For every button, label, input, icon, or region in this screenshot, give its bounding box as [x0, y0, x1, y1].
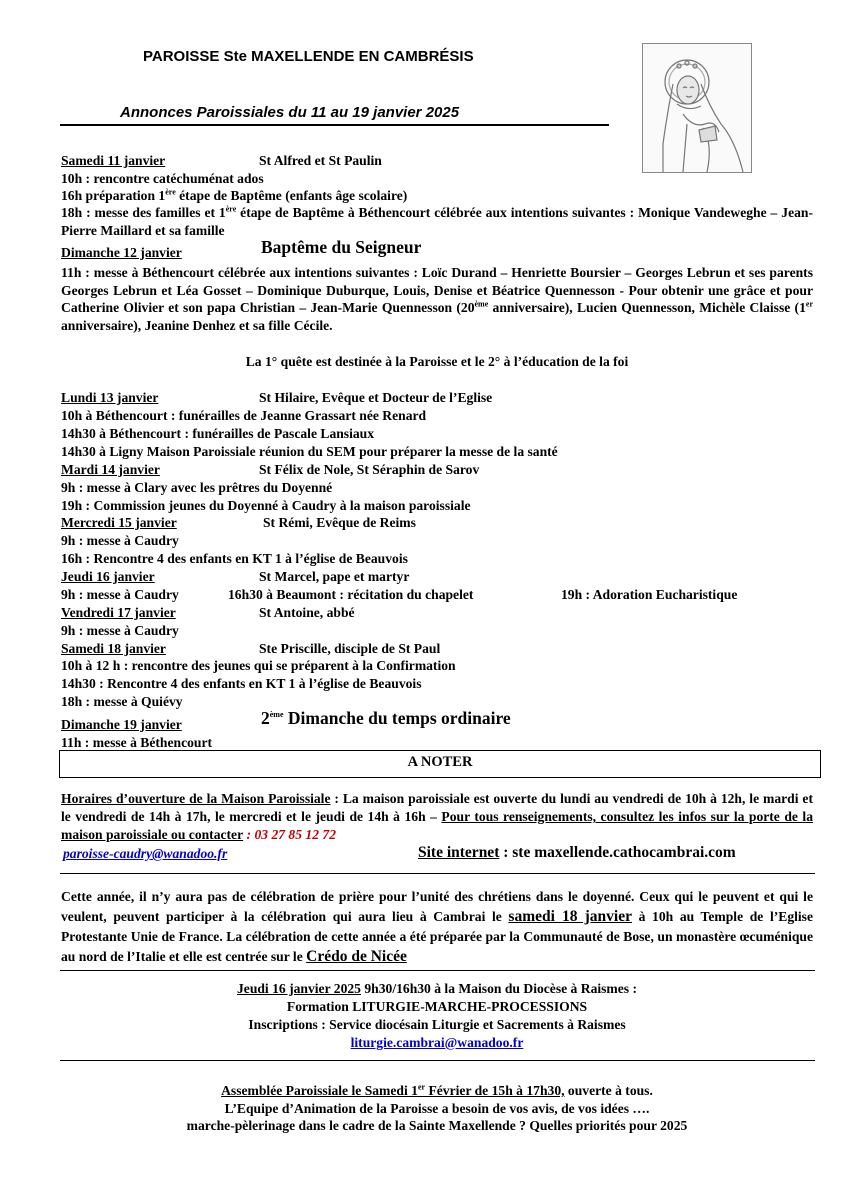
email-link[interactable]: paroisse-caudry@wanadoo.fr: [63, 846, 228, 861]
parish-title: PAROISSE Ste MAXELLENDE EN CAMBRÉSIS: [143, 48, 474, 65]
event-line: 10h à 12 h : rencontre des jeunes qui se préparent à la Confirmation: [61, 658, 456, 673]
day-date: Samedi 11 janvier: [61, 153, 166, 168]
intentions-paragraph: 11h : messe à Béthencourt célébrée aux intentions suivantes : Loïc Durand – Henriette Boursier – Georges Lebrun et ses parents Georges Lebrun et Léa Gosset – Dominique Duburque, Louis, Denise et Béatrice Quennesson - Pour obtenir une grâce et pour Catherine Olivier et son papa Christian – Jean-Marie Quennesson (20ème anniversaire), Lucien Quennesson, Michèle Claisse (1er anniversaire), Jeanine Denhez et sa fille Cécile.: [61, 265, 813, 333]
event-line: 10h : rencontre catéchuménat ados: [61, 171, 264, 186]
event-line: 18h : messe à Quiévy: [61, 694, 183, 709]
day-tuesday-14: [61, 461, 480, 478]
event-line: 14h30 à Béthencourt : funérailles de Pascale Lansiaux: [61, 426, 375, 441]
day-saturday-18: [61, 640, 441, 657]
contact-line: [63, 844, 736, 862]
day-feast: Baptême du Seigneur: [261, 237, 422, 257]
announcements-title: Annonces Paroissiales du 11 au 19 janvier 2025: [120, 104, 460, 121]
formation-email[interactable]: liturgie.cambrai@wanadoo.fr: [350, 1035, 524, 1050]
day-date: Dimanche 19 janvier: [61, 717, 182, 732]
day-date: Samedi 18 janvier: [61, 641, 166, 656]
header-rule: [60, 124, 609, 126]
hours-paragraph: Horaires d’ouverture de la Maison Paroissiale : La maison paroissiale est ouverte du lundi au vendredi de 10h à 12h, le mardi et le vendredi de 14h à 17h, le mercredi et le jeudi de 14h à 16h – Pour tous renseignements, consultez les infos sur la porte de la maison paroissiale ou contacter : 03 27 85 12 72: [61, 791, 813, 842]
event-line: 9h : messe à Caudry 16h30 à Beaumont : récitation du chapelet 19h : Adoration Eucharistique: [61, 587, 738, 602]
day-thursday-16: [61, 568, 410, 585]
event-line: 16h : Rencontre 4 des enfants en KT 1 à l’église de Beauvois: [61, 551, 408, 566]
noter-title: A NOTER: [407, 754, 473, 770]
day-wednesday-15: [61, 514, 416, 531]
event-paragraph: 18h : messe des familles et 1ère étape de Baptême à Béthencourt célébrée aux intentions suivantes : Monique Vandeweghe – Jean-Pierre Maillard et sa famille: [61, 204, 813, 238]
event-line: 14h30 : Rencontre 4 des enfants en KT 1 à l’église de Beauvois: [61, 676, 422, 691]
event-line: 16h préparation 1ère étape de Baptême (enfants âge scolaire): [61, 187, 408, 203]
formation-line-1: Jeudi 16 janvier 2025 9h30/16h30 à la Maison du Diocèse à Raismes :: [236, 981, 638, 996]
day-date: Dimanche 12 janvier: [61, 245, 182, 260]
day-date: Vendredi 17 janvier: [61, 605, 176, 620]
divider: [60, 1060, 815, 1061]
event-line: 10h à Béthencourt : funérailles de Jeanne Grassart née Renard: [61, 408, 427, 423]
event-line: 14h30 à Ligny Maison Paroissiale réunion du SEM pour préparer la messe de la santé: [61, 444, 558, 459]
unity-paragraph: Cette année, il n’y aura pas de célébration de prière pour l’unité des chrétiens dans le doyenné. Ceux qui le peuvent et qui le veulent, peuvent participer à la célébration qui aura lieu à Cambrai le samedi 18 janvier à 10h au Temple de l’Eglise Protestante Unie de France. La célébration de cette année a été préparée par la Communauté de Bose, un monastère œcuménique au nord de l’Italie et elle est centrée sur le Crédo de Nicée: [61, 889, 813, 965]
assembly-line-3: marche-pèlerinage dans le cadre de la Sainte Maxellende ? Quelles priorités pour 2025: [186, 1118, 688, 1133]
day-sunday-19: [61, 708, 511, 733]
website: Site internet : ste maxellende.cathocambrai.com: [418, 844, 736, 861]
day-date: Lundi 13 janvier: [61, 390, 159, 405]
formation-line-2: Formation LITURGIE-MARCHE-PROCESSIONS: [286, 999, 588, 1014]
day-monday-13: [61, 389, 493, 406]
day-saturday-11: [61, 152, 382, 169]
day-feast: 2ème Dimanche du temps ordinaire: [261, 708, 511, 728]
day-saint: St Antoine, abbé: [259, 605, 355, 620]
event-line: 9h : messe à Caudry: [61, 623, 179, 638]
day-date: Mercredi 15 janvier: [61, 515, 177, 530]
phone-number: : 03 27 85 12 72: [243, 827, 337, 842]
divider: [60, 873, 815, 874]
day-saint: Ste Priscille, disciple de St Paul: [259, 641, 441, 656]
day-date: Jeudi 16 janvier: [61, 569, 155, 584]
event-line: 9h : messe à Clary avec les prêtres du Doyenné: [61, 480, 333, 495]
saint-image: [642, 43, 752, 173]
saint-maxellende-portrait-icon: [643, 44, 751, 172]
day-saint: St Félix de Nole, St Séraphin de Sarov: [259, 462, 480, 477]
assembly-line-1: Assemblée Paroissiale le Samedi 1er Février de 15h à 17h30, ouverte à tous.: [221, 1082, 653, 1098]
collection-note: La 1° quête est destinée à la Paroisse et le 2° à l’éducation de la foi: [245, 354, 629, 369]
day-sunday-12: [61, 237, 422, 261]
event-line: 11h : messe à Béthencourt: [61, 735, 213, 750]
day-date: Mardi 14 janvier: [61, 462, 160, 477]
noter-box: [59, 750, 821, 778]
day-saint: St Alfred et St Paulin: [259, 153, 382, 168]
day-saint: St Hilaire, Evêque et Docteur de l’Eglise: [259, 390, 493, 405]
formation-line-3: Inscriptions : Service diocésain Liturgie et Sacrements à Raismes: [248, 1017, 626, 1032]
day-saint: St Marcel, pape et martyr: [259, 569, 410, 584]
day-friday-17: [61, 604, 355, 621]
day-saint: St Rémi, Evêque de Reims: [263, 515, 416, 530]
event-line: 19h : Commission jeunes du Doyenné à Caudry à la maison paroissiale: [61, 498, 471, 513]
divider: [60, 970, 815, 971]
event-line: 9h : messe à Caudry: [61, 533, 179, 548]
assembly-line-2: L’Equipe d’Animation de la Paroisse a besoin de vos avis, de vos idées ….: [224, 1101, 650, 1116]
